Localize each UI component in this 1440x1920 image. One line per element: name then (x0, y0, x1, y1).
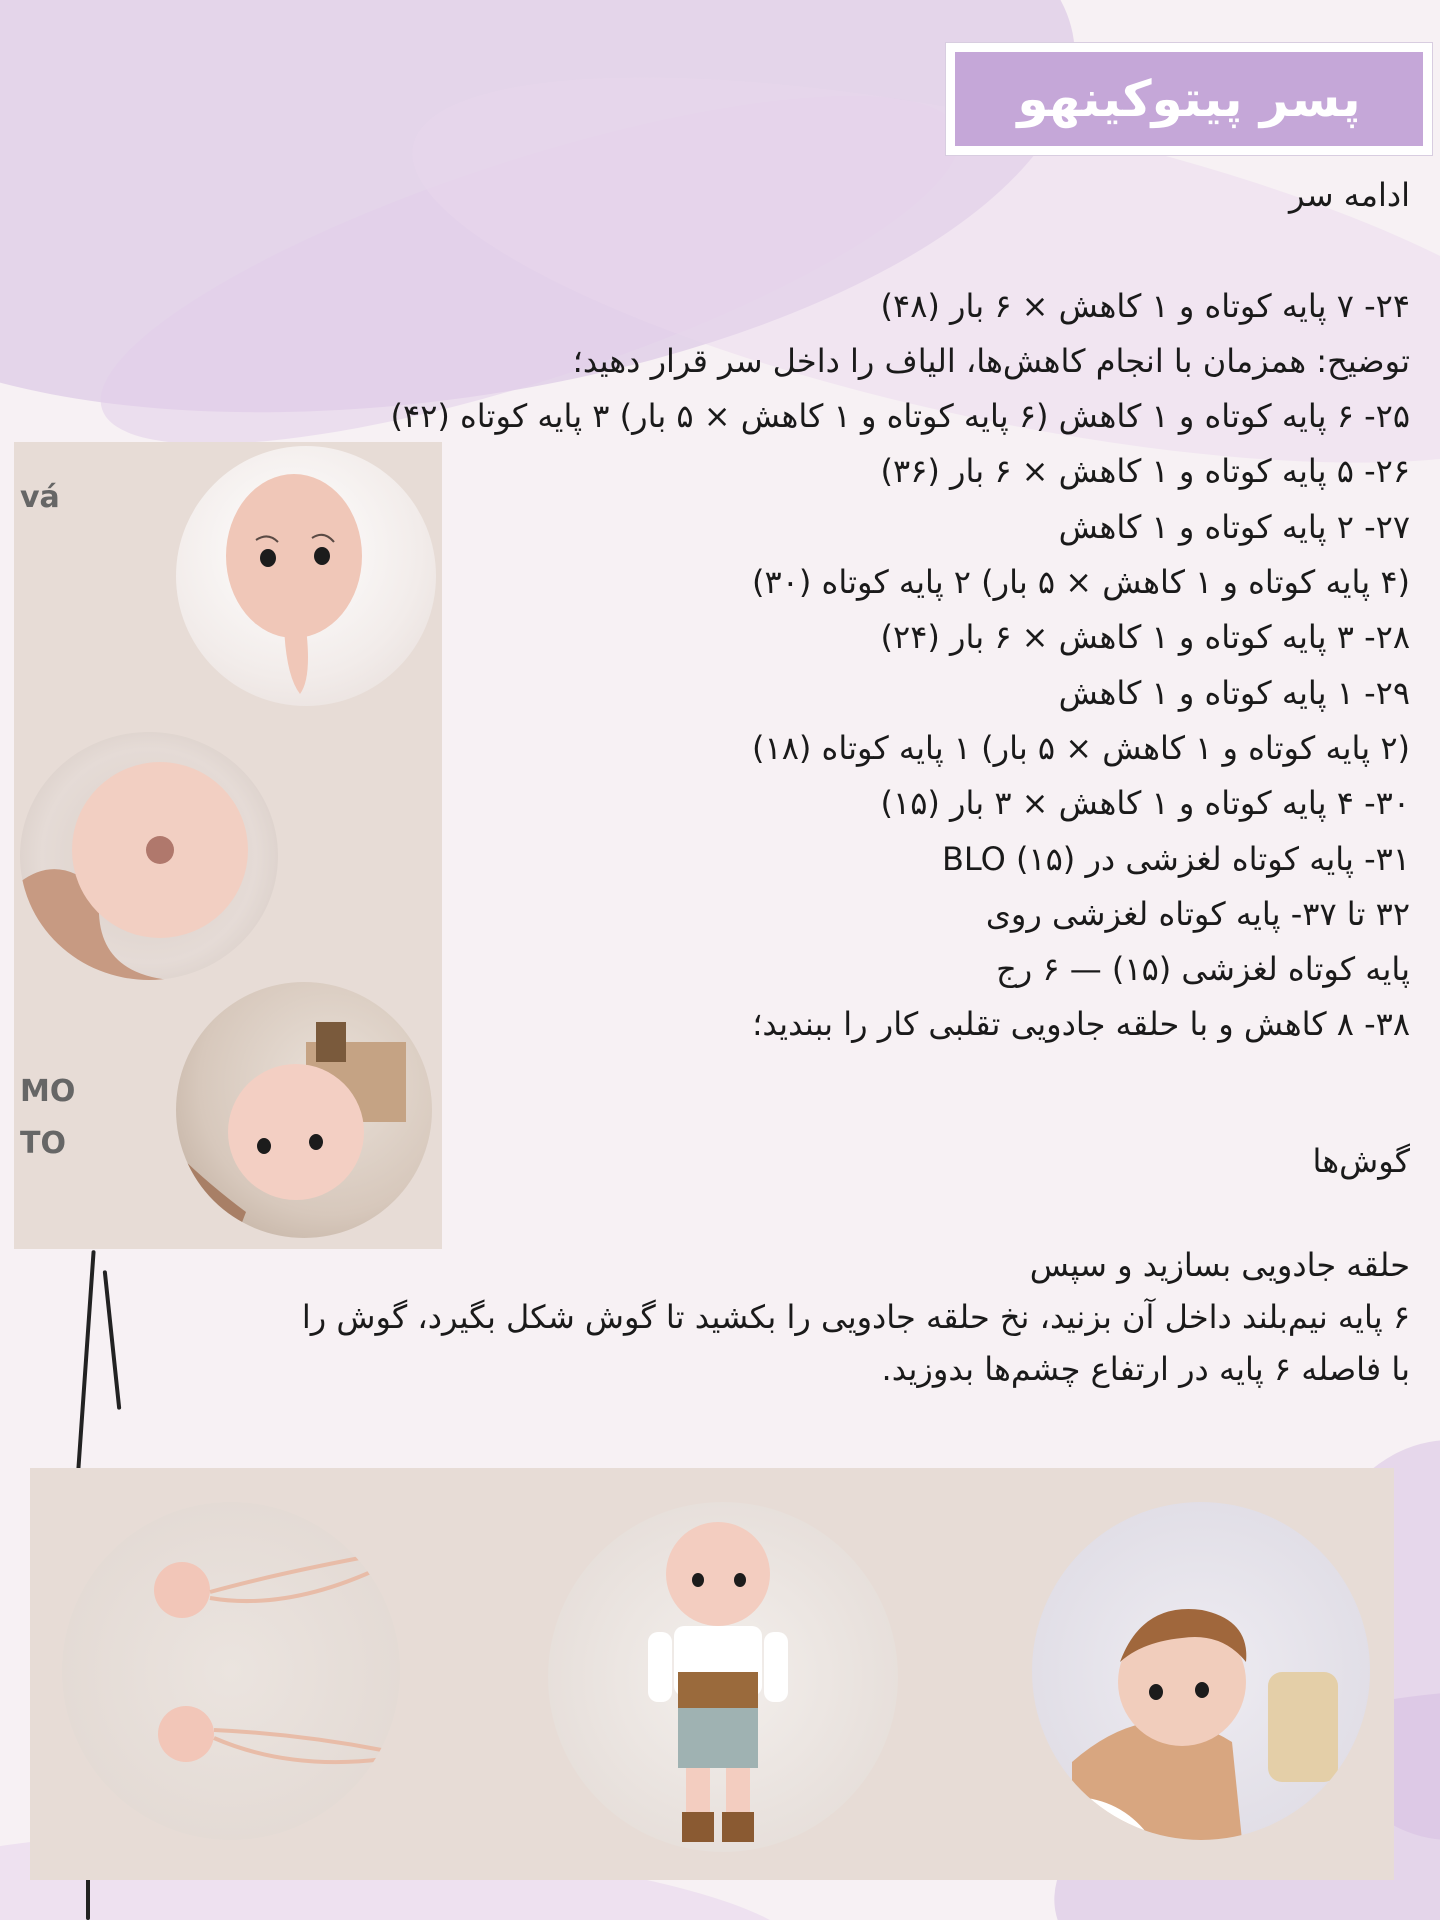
ears-line: حلقه جادویی بسازید و سپس (1029, 1246, 1410, 1284)
ears-heading: گوش‌ها (1312, 1142, 1410, 1180)
edge-text: vá (20, 480, 60, 515)
steps-block (391, 168, 1410, 1053)
step-line: ۲۸- ۳ پایه کوتاه و ۱ کاهش × ۶ بار (۲۴) (880, 618, 1410, 657)
page-title: پسر پیتوکینهو (1017, 70, 1361, 128)
ears-line: با فاصله ۶ پایه در ارتفاع چشم‌ها بدوزید. (881, 1350, 1410, 1388)
step-line: ۲۷- ۲ پایه کوتاه و ۱ کاهش (1058, 507, 1410, 546)
step-line: ۲۶- ۵ پایه کوتاه و ۱ کاهش × ۶ بار (۳۶) (880, 452, 1410, 491)
step-line: (۴ پایه کوتاه و ۱ کاهش × ۵ بار) ۲ پایه کوتاه (۳۰) (752, 563, 1410, 602)
step-line: پایه کوتاه لغزشی (۱۵) — ۶ رج (996, 950, 1410, 989)
step-line: توضیح: همزمان با انجام کاهش‌ها، الیاف را داخل سر قرار دهید؛ (572, 341, 1410, 380)
step-line: ۳۰- ۴ پایه کوتاه و ۱ کاهش × ۳ بار (۱۵) (880, 784, 1410, 823)
photo-doll-in-hands (1032, 1502, 1370, 1840)
step-line: ۲۹- ۱ پایه کوتاه و ۱ کاهش (1058, 673, 1410, 712)
step-line: ۳۲ تا ۳۷- پایه کوتاه لغزشی روی (985, 894, 1410, 933)
ears-line: ۶ پایه نیم‌بلند داخل آن بزنید، نخ حلقه جادویی را بکشید تا گوش شکل بگیرد، گوش را (301, 1298, 1410, 1336)
title-box (945, 42, 1433, 156)
title-banner (955, 52, 1423, 146)
ears-block (302, 1135, 1410, 1395)
photo-doll-standing (548, 1502, 898, 1852)
photo-head-side (176, 982, 432, 1238)
edge-text: MO (20, 1074, 76, 1109)
photo-head-front (176, 446, 436, 706)
step-line: (۲ پایه کوتاه و ۱ کاهش × ۵ بار) ۱ پایه کوتاه (۱۸) (752, 728, 1410, 767)
step-line: ۳۸- ۸ کاهش و با حلقه جادویی تقلبی کار را ببندید؛ (752, 1005, 1410, 1044)
photo-head-top (20, 732, 278, 980)
section-heading: ادامه سر (1289, 176, 1410, 214)
edge-text: TO (20, 1126, 66, 1161)
step-line: ۳۱- پایه کوتاه لغزشی در BLO (۱۵) (941, 839, 1410, 878)
step-line: ۲۴- ۷ پایه کوتاه و ۱ کاهش × ۶ بار (۴۸) (880, 286, 1410, 325)
step-line: ۲۵- ۶ پایه کوتاه و ۱ کاهش (۶ پایه کوتاه و ۱ کاهش × ۵ بار) ۳ پایه کوتاه (۴۲) (390, 397, 1410, 436)
photo-ears (62, 1502, 400, 1840)
